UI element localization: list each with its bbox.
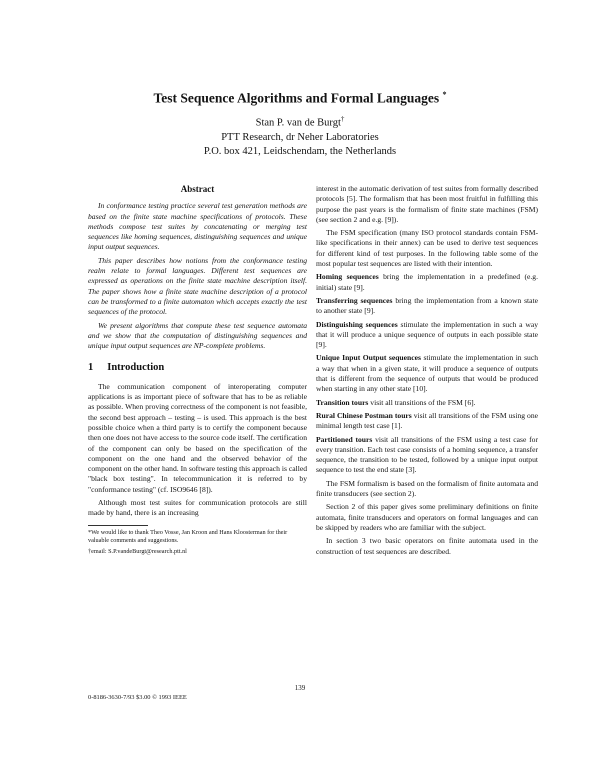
left-column: [88, 184, 307, 556]
author-name: Stan P. van de Burgt†: [255, 115, 345, 129]
abstract-paragraph: We present algorithms that compute these test sequence automata and we show that the computation of distinguishing sequences and unique input output sequences are NP-complete problems.: [88, 320, 307, 351]
definition-term: Homing sequences: [316, 272, 379, 282]
definition-term: Transition tours: [316, 397, 369, 407]
definition-item: Homing sequences bring the implementation in a predefined (e.g. initial) state [9].: [316, 272, 538, 292]
section-number: 1: [88, 362, 94, 374]
definition-item: Transition tours visit all transitions of the FSM [6].: [316, 397, 476, 407]
body-paragraph: Section 2 of this paper gives some preliminary definitions on finite automata, finite transducers and operators on formal languages and can be skipped by readers who are familiar with the subject.: [316, 502, 538, 532]
page-number: 139: [294, 684, 306, 692]
author-affiliation: PTT Research, dr Neher Laboratories: [221, 131, 379, 143]
body-paragraph: The FSM formalism is based on the formalism of finite automata and finite transducers (see section 2).: [316, 478, 538, 499]
copyright-line: 0-8186-3630-7/93 $3.00 © 1993 IEEE: [88, 694, 187, 701]
section-heading-introduction: [88, 363, 307, 373]
definition-item: Transferring sequences bring the implementation from a known state to another state [9].: [316, 295, 538, 316]
section-title: Introduction: [107, 362, 165, 374]
intro-paragraph: Although most test suites for communication protocols are still made by hand, there is an increasing: [88, 498, 307, 518]
author-block: [0, 112, 600, 159]
abstract-heading: Abstract: [180, 184, 215, 194]
definition-item: Rural Chinese Postman tours visit all transitions of the FSM using one minimal length test case [1].: [316, 410, 538, 431]
right-column: [316, 184, 538, 560]
paper-title: Test Sequence Algorithms and Formal Languages *: [153, 90, 447, 106]
definition-term: Unique Input Output sequences: [316, 353, 421, 363]
intro-paragraph: The communication component of interoperating computer applications is as important piece of software that has to be as reliable as possible. When proving correctness of the component is not feasible, the second best approach – testing – is used. This approach is the best possible choice when a third party is to certify the component because then one does not have access to the source code itself. The certification of the component can only be based on the specification of the component on the one hand and the observed behavior of the component on the other hand. In software testing this approach is called "black box testing". In telecommunication it is referred to by "conformance testing" (cf. ISO9646 [8]).: [88, 381, 307, 494]
body-paragraph: interest in the automatic derivation of test suites from formally described protocols [5]. The formalism that has been most fruitful in fulfilling this purpose the past years is the formalism of finite state machines (FSM) (see section 2 and e.g. [9]).: [316, 184, 538, 224]
title-footnote-mark: *: [442, 90, 447, 99]
author-address: P.O. box 421, Leidschendam, the Netherlands: [203, 145, 397, 157]
footnote-rule: [88, 525, 148, 526]
author-footnote-mark: †: [340, 115, 345, 123]
definition-item: Unique Input Output sequences stimulate the implementation in such a way that when in a given state, it will produce a sequence of outputs that is different from the sequence of outputs that would be produced when starting in any other state [10].: [316, 353, 539, 394]
abstract-paragraph: This paper describes how notions from the conformance testing realm relate to formal languages. Different test sequences are expressed as operations on the finite state machine description itself. The paper shows how a finite state machine description of a protocol can be transformed to a finite automaton which accepts exactly the test sequences of the protocol.: [88, 255, 307, 317]
abstract-paragraph: In conformance testing practice several test generation methods are based on the finite state machine specifications of protocols. These methods compose test suites by concatenating or merging test sequences like homing sequences, distinguishing sequences and unique input output sequences.: [88, 201, 307, 252]
definition-term: Rural Chinese Postman tours: [316, 410, 412, 420]
definition-term: Partitioned tours: [316, 434, 373, 444]
body-paragraph: In section 3 two basic operators on finite automata used in the construction of test sequences are described.: [316, 536, 538, 556]
definition-term: Transferring sequences: [316, 295, 393, 305]
footnote: *We would like to thank Theo Vosse, Jan Kroon and Hans Kloosterman for their valuable comments and suggestions.: [88, 528, 288, 544]
definition-term: Distinguishing sequences: [316, 319, 398, 329]
definition-item: Distinguishing sequences stimulate the implementation in such a way that it will produce a unique sequence of outputs in each possible state [9].: [316, 319, 538, 350]
footnote: †email: S.P.vandeBurgt@research.ptt.nl: [88, 547, 187, 555]
definition-item: Partitioned tours visit all transitions of the FSM using a test case for every transition. Each test case consists of a homing sequence, a transfer sequence, the transition to be tested, followed by a unique input output sequence to test the end state [3].: [316, 434, 538, 475]
body-paragraph: The FSM specification (many ISO protocol standards contain FSM-like specifications in their annex) can be used to derive test sequences for different kind of test purposes. In the following table some of the most popular test sequences are listed with their intention.: [316, 228, 538, 269]
